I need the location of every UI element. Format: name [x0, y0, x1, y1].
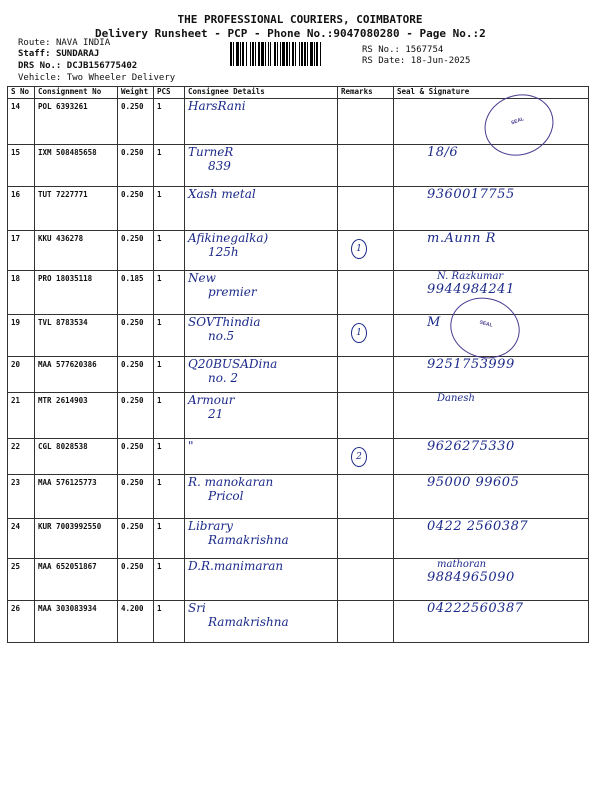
- remarks-cell: [338, 439, 394, 475]
- signature-cell: [394, 601, 589, 643]
- weight-cell: 0.250: [118, 315, 154, 357]
- pcs-cell: 1: [154, 519, 185, 559]
- staff-value: SUNDARAJ: [55, 49, 100, 59]
- sno-cell: 23: [8, 475, 35, 519]
- weight-cell: 0.250: [118, 519, 154, 559]
- consignment-cell: TVL 8783534: [35, 315, 118, 357]
- consignee-handwritten-name: Sri: [188, 601, 206, 615]
- consignment-cell: MAA 652051867: [35, 559, 118, 601]
- pcs-cell: 1: [154, 439, 185, 475]
- remarks-cell: [338, 315, 394, 357]
- pcs-cell: 1: [154, 271, 185, 315]
- signature-handwritten-name: N. Razkumar: [437, 271, 504, 282]
- consignee-handwritten-detail: 21: [208, 407, 224, 421]
- signature-cell: [394, 439, 589, 475]
- rs-no-line: [362, 45, 443, 55]
- consignee-cell: [185, 475, 338, 519]
- signature-cell: [394, 145, 589, 187]
- sno-cell: 24: [8, 519, 35, 559]
- pcs-cell: 1: [154, 187, 185, 231]
- pcs-cell: 1: [154, 601, 185, 643]
- consignee-cell: [185, 601, 338, 643]
- consignment-cell: IXM 508485658: [35, 145, 118, 187]
- route-value: NAVA INDIA: [55, 38, 111, 48]
- rs-date-label: RS Date:: [362, 56, 406, 66]
- pcs-cell: 1: [154, 99, 185, 145]
- signature-cell: [394, 475, 589, 519]
- consignee-handwritten-name: Xash metal: [188, 187, 256, 201]
- weight-cell: 0.250: [118, 475, 154, 519]
- col-weight: Weight: [118, 87, 154, 99]
- rs-date-value: 18-Jun-2025: [410, 56, 471, 66]
- sno-cell: 21: [8, 393, 35, 439]
- weight-cell: 0.185: [118, 271, 154, 315]
- consignee-cell: [185, 519, 338, 559]
- consignment-cell: MAA 577620386: [35, 357, 118, 393]
- remarks-cell: [338, 601, 394, 643]
- consignment-cell: PRO 18035118: [35, 271, 118, 315]
- col-consignee: Consignee Details: [185, 87, 338, 99]
- weight-cell: 0.250: [118, 559, 154, 601]
- consignee-handwritten-detail: Ramakrishna: [208, 615, 289, 629]
- table-row: [8, 601, 589, 643]
- barcode-image: [230, 42, 356, 66]
- signature-handwritten: 9884965090: [427, 570, 515, 585]
- table-row: [8, 439, 589, 475]
- pcs-cell: 1: [154, 393, 185, 439]
- consignee-handwritten-name: R. manokaran: [188, 475, 274, 489]
- table-row: [8, 559, 589, 601]
- signature-cell: [394, 231, 589, 271]
- remarks-cell: [338, 559, 394, 601]
- remarks-cell: [338, 99, 394, 145]
- vehicle-line: [18, 73, 175, 83]
- consignee-handwritten-name: New: [188, 271, 216, 285]
- consignee-handwritten-name: TurneR: [188, 145, 234, 159]
- consignee-cell: [185, 439, 338, 475]
- consignee-handwritten-name: SOVThindia: [188, 315, 261, 329]
- company-seal-stamp: SEAL: [476, 85, 562, 165]
- consignee-handwritten-name: Q20BUSADina: [188, 357, 278, 371]
- remarks-cell: [338, 357, 394, 393]
- sno-cell: 20: [8, 357, 35, 393]
- signature-cell: [394, 393, 589, 439]
- signature-handwritten: 9360017755: [427, 187, 515, 202]
- remarks-circled-number: 1: [351, 323, 367, 343]
- table-row: [8, 475, 589, 519]
- consignee-cell: [185, 231, 338, 271]
- remarks-cell: [338, 231, 394, 271]
- sno-cell: 22: [8, 439, 35, 475]
- consignee-handwritten-name: ": [188, 439, 194, 453]
- col-seal: Seal & Signature: [394, 87, 589, 99]
- table-row: [8, 187, 589, 231]
- table-row: [8, 231, 589, 271]
- rs-date-line: [362, 56, 470, 66]
- consignment-cell: MAA 576125773: [35, 475, 118, 519]
- pcs-cell: 1: [154, 559, 185, 601]
- col-remarks: Remarks: [338, 87, 394, 99]
- pcs-cell: 1: [154, 475, 185, 519]
- pcs-cell: 1: [154, 357, 185, 393]
- sno-cell: 19: [8, 315, 35, 357]
- signature-handwritten: 18/6: [427, 145, 459, 160]
- table-row: [8, 519, 589, 559]
- sno-cell: 15: [8, 145, 35, 187]
- vehicle-label: Vehicle:: [18, 73, 62, 83]
- consignee-handwritten-detail: no. 2: [208, 371, 239, 385]
- consignee-handwritten-name: D.R.manimaran: [188, 559, 284, 573]
- consignee-handwritten-detail: no.5: [208, 329, 235, 343]
- consignee-cell: [185, 187, 338, 231]
- consignee-cell: [185, 559, 338, 601]
- remarks-cell: [338, 519, 394, 559]
- table-header-row: [8, 87, 589, 99]
- sno-cell: 18: [8, 271, 35, 315]
- consignment-cell: POL 6393261: [35, 99, 118, 145]
- consignment-cell: KUR 7003992550: [35, 519, 118, 559]
- weight-cell: 0.250: [118, 145, 154, 187]
- consignment-cell: KKU 436278: [35, 231, 118, 271]
- remarks-cell: [338, 475, 394, 519]
- signature-handwritten: m.Aunn R: [427, 231, 496, 246]
- company-title: THE PROFESSIONAL COURIERS, COIMBATORE: [177, 13, 423, 26]
- signature-cell: [394, 519, 589, 559]
- signature-handwritten: 04222560387: [427, 601, 524, 616]
- vehicle-value: Two Wheeler Delivery: [66, 73, 176, 83]
- weight-cell: 0.250: [118, 357, 154, 393]
- drs-value: DCJB156775402: [66, 61, 138, 71]
- consignee-handwritten-detail: premier: [208, 285, 257, 299]
- rs-no-value: 1567754: [405, 45, 444, 55]
- pcs-cell: 1: [154, 315, 185, 357]
- consignee-cell: [185, 271, 338, 315]
- consignee-cell: [185, 145, 338, 187]
- consignee-cell: [185, 315, 338, 357]
- signature-cell: [394, 559, 589, 601]
- consignment-cell: CGL 8028538: [35, 439, 118, 475]
- pcs-cell: 1: [154, 145, 185, 187]
- route-label: Route:: [18, 38, 51, 48]
- col-pcs: PCS: [154, 87, 185, 99]
- signature-handwritten: M: [427, 315, 441, 330]
- signature-cell: [394, 357, 589, 393]
- remarks-cell: [338, 271, 394, 315]
- remarks-circled-number: 2: [351, 447, 367, 467]
- consignee-handwritten-detail: Ramakrishna: [208, 533, 289, 547]
- sno-cell: 17: [8, 231, 35, 271]
- consignee-handwritten-name: HarsRani: [188, 99, 246, 113]
- staff-line: [18, 49, 99, 59]
- remarks-cell: [338, 187, 394, 231]
- consignee-handwritten-name: Afikinegalka): [188, 231, 269, 245]
- runsheet-table: [7, 86, 589, 643]
- route-line: [18, 38, 110, 48]
- drs-line: [18, 61, 137, 71]
- signature-cell: [394, 187, 589, 231]
- consignee-cell: [185, 357, 338, 393]
- signature-handwritten: 9944984241: [427, 282, 515, 297]
- signature-handwritten: 0422 2560387: [427, 519, 529, 534]
- table-row: [8, 393, 589, 439]
- consignment-cell: MAA 303083934: [35, 601, 118, 643]
- consignee-handwritten-detail: 839: [208, 159, 231, 173]
- signature-handwritten-name: Danesh: [437, 393, 475, 404]
- consignee-cell: [185, 393, 338, 439]
- consignee-handwritten-detail: 125h: [208, 245, 239, 259]
- sno-cell: 16: [8, 187, 35, 231]
- consignee-handwritten-name: Library: [188, 519, 233, 533]
- sno-cell: 25: [8, 559, 35, 601]
- runsheet-subtitle: Delivery Runsheet - PCP - Phone No.:9047080280 - Page No.:2: [95, 27, 486, 40]
- consignee-cell: [185, 99, 338, 145]
- weight-cell: 0.250: [118, 187, 154, 231]
- sno-cell: 26: [8, 601, 35, 643]
- weight-cell: 0.250: [118, 393, 154, 439]
- drs-label: DRS No.:: [18, 61, 62, 71]
- weight-cell: 0.250: [118, 99, 154, 145]
- consignment-cell: MTR 2614903: [35, 393, 118, 439]
- signature-handwritten: 9626275330: [427, 439, 515, 454]
- company-seal-stamp: SEAL: [443, 290, 526, 366]
- weight-cell: 0.250: [118, 439, 154, 475]
- col-consignment: Consignment No: [35, 87, 118, 99]
- signature-handwritten: 9251753999: [427, 357, 515, 372]
- weight-cell: 4.200: [118, 601, 154, 643]
- pcs-cell: 1: [154, 231, 185, 271]
- remarks-cell: [338, 145, 394, 187]
- weight-cell: 0.250: [118, 231, 154, 271]
- signature-handwritten-name: mathoran: [437, 559, 487, 570]
- staff-label: Staff:: [18, 49, 51, 59]
- remarks-cell: [338, 393, 394, 439]
- signature-handwritten: 95000 99605: [427, 475, 520, 490]
- consignee-handwritten-name: Armour: [188, 393, 235, 407]
- table-row: [8, 357, 589, 393]
- sno-cell: 14: [8, 99, 35, 145]
- rs-no-label: RS No.:: [362, 45, 400, 55]
- remarks-circled-number: 1: [351, 239, 367, 259]
- consignment-cell: TUT 7227771: [35, 187, 118, 231]
- consignee-handwritten-detail: Pricol: [208, 489, 244, 503]
- col-sno: S No: [8, 87, 35, 99]
